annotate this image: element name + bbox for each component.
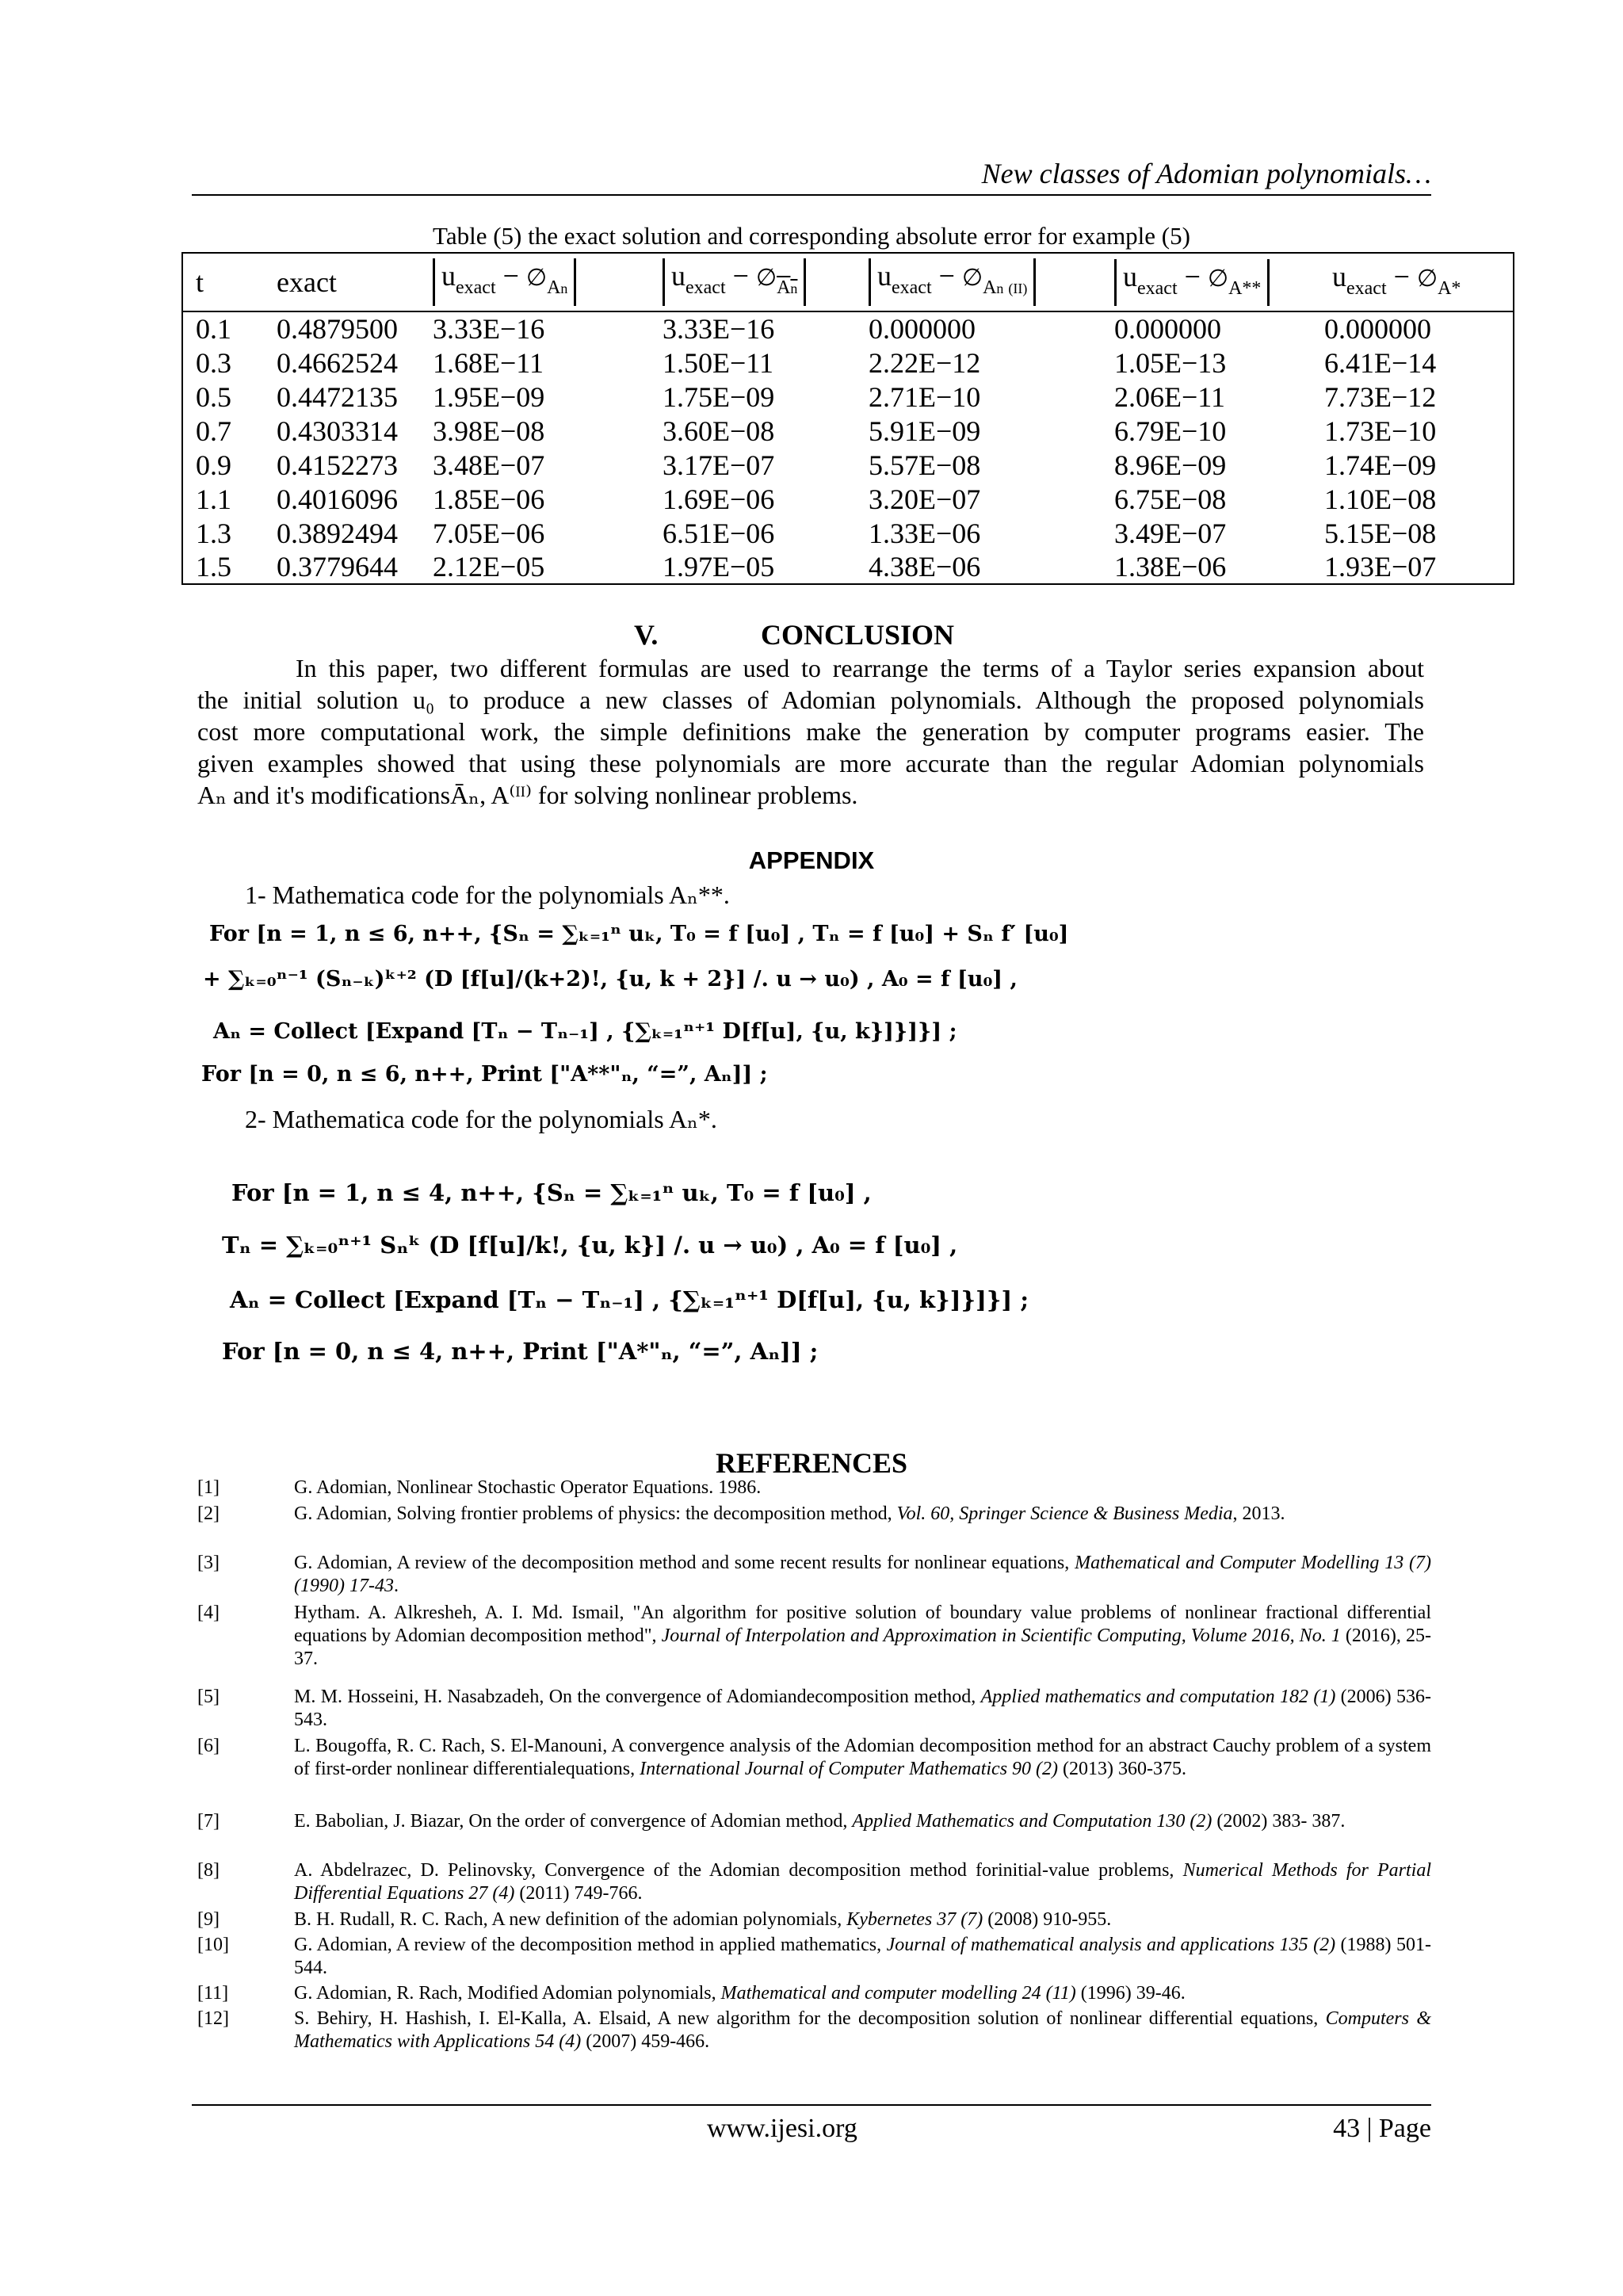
reference-text (294, 2008, 1431, 2053)
reference-item (197, 1552, 1431, 1598)
table-caption: Table (5) the exact solution and corresponding absolute error for example (5) (433, 222, 1190, 250)
reference-number: [6] (197, 1736, 220, 1756)
reference-source: Mathematical and computer modelling 24 (11) (720, 1983, 1076, 2004)
table-cell: 6.79E−10 (1114, 415, 1227, 447)
table-cell: 1.38E−06 (1114, 551, 1227, 583)
reference-number: [1] (197, 1477, 220, 1498)
reference-source: Vol. 60, Springer Science & Business Media (896, 1503, 1233, 1524)
reference-item (197, 1477, 1431, 1499)
reference-text (294, 1859, 1431, 1905)
table-cell: 1.69E−06 (663, 483, 775, 515)
table-cell: 6.41E−14 (1324, 346, 1437, 379)
reference-tail: (2008) 910-955. (983, 1909, 1112, 1930)
reference-source: Mathematical and Computer Modelling 13 (7) (1990) 17-43 (294, 1553, 1431, 1596)
reference-text (294, 1810, 1431, 1833)
table-cell: 0.4662524 (277, 346, 398, 379)
journal-website: www.ijesi.org (707, 2114, 857, 2143)
table-row (182, 482, 1514, 516)
code-line: + ∑ₖ₌₀ⁿ⁻¹ (Sₙ₋ₖ)ᵏ⁺² (D [f[u]/(k+2)!, {u, k + 2}] /. u → u₀) , A₀ = f [u₀] , (203, 967, 1018, 991)
reference-text (294, 1602, 1431, 1671)
col-header-t: t (182, 253, 277, 311)
table-row (182, 311, 1514, 346)
table-cell: 5.15E−08 (1324, 517, 1437, 549)
col-header-error-an-bar: $u_{exact}$ − $\emptyset_{An}$ (663, 253, 869, 311)
appendix-heading: APPENDIX (748, 846, 875, 874)
reference-body: Hytham. A. Alkresheh, A. I. Md. Ismail, "An algorithm for positive solution of boundary value problems of nonlinear fractional differential equations by Adomian decomposition method", (294, 1603, 1431, 1646)
appendix-item-1: 1- Mathematica code for the polynomials Aₙ**. (245, 881, 730, 909)
reference-body: E. Babolian, J. Biazar, On the order of convergence of Adomian method, (294, 1811, 853, 1832)
table-cell: 5.57E−08 (869, 449, 981, 481)
table-cell: 0.4152273 (277, 449, 398, 481)
col-header-error-an: $u_{exact}$ − $\emptyset_{An}$ (433, 253, 663, 311)
table-cell: 2.12E−05 (433, 551, 545, 583)
col-header-exact: exact (277, 253, 433, 311)
section-title: CONCLUSION (761, 619, 955, 651)
table-cell: 6.51E−06 (663, 517, 775, 549)
reference-body: M. M. Hosseini, H. Nasabzadeh, On the convergence of Adomiandecomposition method, (294, 1687, 981, 1707)
table-cell: 1.3 (196, 517, 231, 549)
conclusion-paragraph (197, 652, 1424, 811)
reference-tail: (2007) 459-466. (581, 2031, 710, 2052)
reference-body: G. Adomian, A review of the decomposition method and some recent results for nonlinear equations, (294, 1553, 1075, 1573)
table-cell: 2.06E−11 (1114, 380, 1225, 413)
table-cell: 1.33E−06 (869, 517, 981, 549)
table-cell: 6.75E−08 (1114, 483, 1227, 515)
reference-item (197, 1934, 1431, 1980)
table-cell: 1.5 (196, 551, 231, 583)
code-line: For [n = 1, n ≤ 6, n++, {Sₙ = ∑ₖ₌₁ⁿ uₖ, T₀ = f [u₀] , Tₙ = f [u₀] + Sₙ f′ [u₀] (209, 922, 1069, 946)
col-header-error-a-double-star: $u_{exact}$ − $\emptyset_{A**}$ (1114, 253, 1324, 311)
reference-body: G. Adomian, Solving frontier problems of physics: the decomposition method, (294, 1503, 897, 1524)
reference-body: A. Abdelrazec, D. Pelinovsky, Convergence of the Adomian decomposition method forinitial-value problems, (294, 1860, 1183, 1881)
table-cell: 3.60E−08 (663, 415, 775, 447)
table-cell: 0.000000 (869, 313, 976, 345)
table-cell: 1.10E−08 (1324, 483, 1437, 515)
reference-text (294, 1735, 1431, 1781)
reference-number: [2] (197, 1503, 220, 1524)
paragraph-line: given examples showed that using these polynomials are more accurate than the regular Adomian polynomials (197, 749, 1424, 777)
table-cell: 0.4303314 (277, 415, 398, 447)
reference-tail: , 2013. (1232, 1503, 1285, 1524)
table-cell: 2.71E−10 (869, 380, 981, 413)
table-cell: 8.96E−09 (1114, 449, 1227, 481)
reference-tail: (2011) 749-766. (514, 1883, 643, 1904)
reference-source: Kybernetes 37 (7) (846, 1909, 983, 1930)
reference-number: [7] (197, 1811, 220, 1832)
table-cell: 7.73E−12 (1324, 380, 1437, 413)
code-line: Aₙ = Collect [Expand [Tₙ − Tₙ₋₁] , {∑ₖ₌₁ⁿ⁺¹ D[f[u], {u, k}]}]}] ; (230, 1286, 1029, 1313)
reference-source: Journal of Interpolation and Approximation in Scientific Computing, Volume 2016, No. 1 (661, 1626, 1341, 1646)
table-cell: 1.85E−06 (433, 483, 545, 515)
reference-body: L. Bougoffa, R. C. Rach, S. El-Manouni, A convergence analysis of the Adomian decomposition method for an abstract Cauchy problem of a system of first-order nonlinear differentialequations, (294, 1736, 1431, 1779)
page-footer (192, 2104, 1431, 2143)
reference-text (294, 1982, 1431, 2005)
table-cell: 1.75E−09 (663, 380, 775, 413)
reference-item (197, 1686, 1431, 1732)
table-cell: 4.38E−06 (869, 551, 981, 583)
table-cell: 0.3892494 (277, 517, 398, 549)
page-number: 43 | Page (1333, 2114, 1431, 2143)
table-cell: 1.50E−11 (663, 346, 773, 379)
reference-source: Applied Mathematics and Computation 130 (2) (852, 1811, 1212, 1832)
reference-tail: (1988) 501-544. (294, 1935, 1431, 1978)
reference-body: S. Behiry, H. Hashish, I. El-Kalla, A. Elsaid, A new algorithm for the decomposition solution of nonlinear differential equations, (294, 2008, 1326, 2029)
reference-text (294, 1552, 1431, 1598)
code-line: For [n = 0, n ≤ 6, n++, Print ["A**"ₙ, “=”, Aₙ]] ; (201, 1062, 768, 1087)
table-cell: 5.91E−09 (869, 415, 981, 447)
table-cell: 1.97E−05 (663, 551, 775, 583)
table-cell: 3.33E−16 (433, 313, 545, 345)
reference-tail: (2006) 536-543. (294, 1687, 1431, 1730)
reference-number: [5] (197, 1687, 220, 1707)
reference-tail: (2016), 25-37. (294, 1626, 1432, 1669)
table-cell: 1.95E−09 (433, 380, 545, 413)
table-cell: 3.33E−16 (663, 313, 775, 345)
table-cell: 1.93E−07 (1324, 551, 1437, 583)
reference-tail: (2013) 360-375. (1058, 1759, 1187, 1779)
table-cell: 0.7 (196, 415, 231, 447)
reference-source: International Journal of Computer Mathematics 90 (2) (640, 1759, 1059, 1779)
reference-number: [11] (197, 1983, 229, 2004)
reference-number: [12] (197, 2008, 229, 2029)
table-header-row (182, 253, 1514, 311)
reference-number: [4] (197, 1603, 220, 1623)
reference-text (294, 1908, 1431, 1931)
appendix-item-2: 2- Mathematica code for the polynomials Aₙ*. (245, 1105, 717, 1133)
results-table (181, 252, 1514, 585)
reference-text (294, 1503, 1431, 1526)
section-number: V. (634, 619, 659, 651)
table-cell: 3.48E−07 (433, 449, 545, 481)
table-row (182, 516, 1514, 550)
table-row (182, 448, 1514, 482)
paragraph-line: Aₙ and it's modificationsĀₙ, A⁽ᴵᴵ⁾ for solving nonlinear problems. (197, 781, 858, 809)
reference-item (197, 1859, 1431, 1905)
page-header (192, 151, 1431, 196)
code-line: For [n = 0, n ≤ 4, n++, Print ["A*"ₙ, “=”, Aₙ]] ; (222, 1338, 819, 1365)
col-header-error-an-ii: $u_{exact}$ − $\emptyset_{An (II)}$ (869, 253, 1114, 311)
table-cell: 3.49E−07 (1114, 517, 1227, 549)
reference-text (294, 1686, 1431, 1732)
table-cell: 2.22E−12 (869, 346, 981, 379)
table-cell: 0.4472135 (277, 380, 398, 413)
reference-tail: (2002) 383- 387. (1212, 1811, 1346, 1832)
reference-number: [10] (197, 1935, 229, 1955)
reference-source: Applied mathematics and computation 182 (1) (980, 1687, 1336, 1707)
reference-item (197, 1503, 1431, 1526)
references-heading: REFERENCES (715, 1447, 908, 1479)
table-cell: 1.05E−13 (1114, 346, 1227, 379)
reference-text (294, 1477, 1431, 1499)
table-cell: 0.000000 (1324, 313, 1431, 345)
table-row (182, 550, 1514, 584)
reference-number: [8] (197, 1860, 220, 1881)
code-line: Tₙ = ∑ₖ₌₀ⁿ⁺¹ Sₙᵏ (D [f[u]/k!, {u, k}] /. u → u₀) , A₀ = f [u₀] , (222, 1232, 958, 1259)
col-header-error-a-star: $u_{exact}$ − $\emptyset_{A*}$ (1324, 253, 1514, 311)
reference-text (294, 1934, 1431, 1980)
table-row (182, 346, 1514, 380)
table-cell: 3.20E−07 (869, 483, 981, 515)
table-cell: 3.98E−08 (433, 415, 545, 447)
paragraph-line: cost more computational work, the simple definitions make the generation by computer programs easier. The (197, 717, 1424, 746)
table-cell: 1.74E−09 (1324, 449, 1437, 481)
table-cell: 0.4879500 (277, 313, 398, 345)
reference-number: [9] (197, 1909, 220, 1930)
paragraph-line: the initial solution u₀ to produce a new classes of Adomian polynomials. Although the proposed polynomials (197, 686, 1424, 714)
reference-item (197, 1810, 1431, 1833)
paragraph-line: In this paper, two different formulas are used to rearrange the terms of a Taylor series expansion about (296, 654, 1424, 682)
table-cell: 0.9 (196, 449, 231, 481)
table-row (182, 380, 1514, 414)
reference-source: Journal of mathematical analysis and applications 135 (2) (886, 1935, 1336, 1955)
table-cell: 0.4016096 (277, 483, 398, 515)
table-cell: 0.000000 (1114, 313, 1221, 345)
code-line: For [n = 1, n ≤ 4, n++, {Sₙ = ∑ₖ₌₁ⁿ uₖ, T₀ = f [u₀] , (231, 1179, 872, 1206)
reference-body: G. Adomian, Nonlinear Stochastic Operator Equations. 1986. (294, 1477, 762, 1498)
reference-source: Numerical Methods for Partial Differential Equations 27 (4) (294, 1860, 1431, 1904)
table-cell: 7.05E−06 (433, 517, 545, 549)
reference-item (197, 1602, 1431, 1671)
reference-item (197, 1908, 1431, 1931)
table-cell: 1.68E−11 (433, 346, 544, 379)
table-cell: 0.3 (196, 346, 231, 379)
reference-source: Computers & Mathematics with Applications 54 (4) (294, 2008, 1431, 2052)
code-line: Aₙ = Collect [Expand [Tₙ − Tₙ₋₁] , {∑ₖ₌₁ⁿ⁺¹ D[f[u], {u, k}]}]}] ; (213, 1019, 957, 1044)
reference-item (197, 2008, 1431, 2053)
reference-body: G. Adomian, R. Rach, Modified Adomian polynomials, (294, 1983, 721, 2004)
reference-item (197, 1735, 1431, 1781)
running-title: New classes of Adomian polynomials… (981, 158, 1431, 189)
table-cell: 0.3779644 (277, 551, 398, 583)
table-row (182, 414, 1514, 448)
reference-item (197, 1982, 1431, 2005)
table-cell: 1.73E−10 (1324, 415, 1437, 447)
reference-tail: . (393, 1576, 399, 1596)
reference-body: G. Adomian, A review of the decomposition method in applied mathematics, (294, 1935, 887, 1955)
reference-number: [3] (197, 1553, 220, 1573)
reference-tail: (1996) 39-46. (1075, 1983, 1186, 2004)
table-cell: 0.5 (196, 380, 231, 413)
table-cell: 1.1 (196, 483, 231, 515)
table-cell: 0.1 (196, 313, 231, 345)
reference-body: B. H. Rudall, R. C. Rach, A new definition of the adomian polynomials, (294, 1909, 847, 1930)
table-cell: 3.17E−07 (663, 449, 775, 481)
